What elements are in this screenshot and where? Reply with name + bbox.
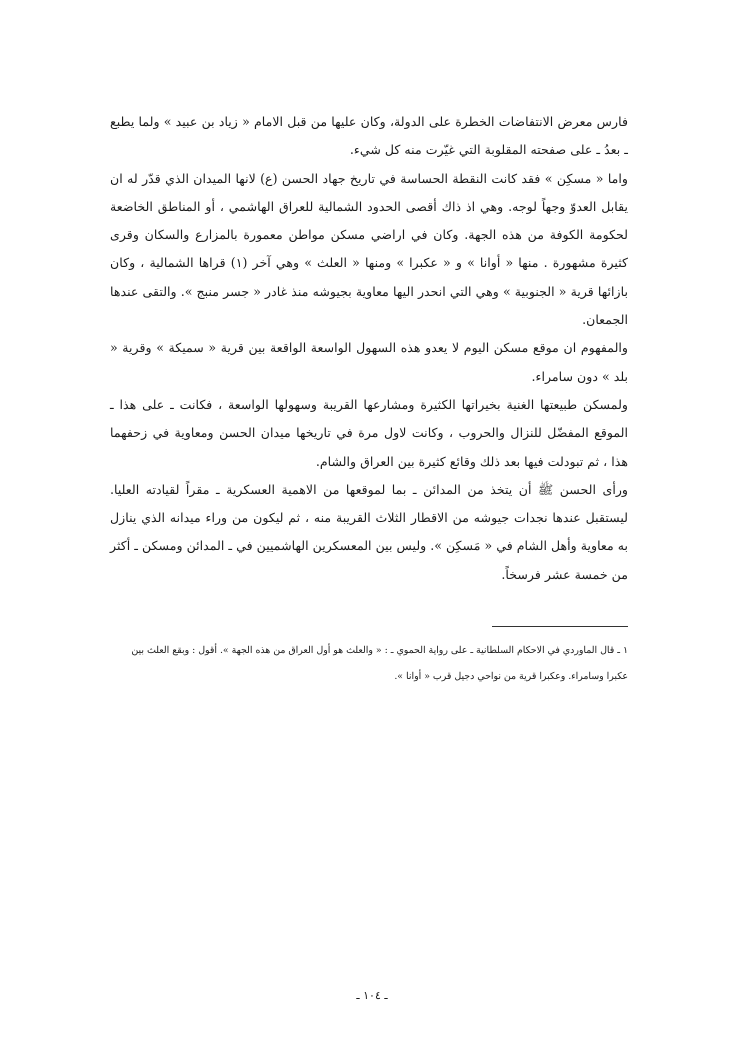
- footnote-separator: [492, 626, 628, 627]
- paragraph-2: واما « مسكِن » فقد كانت النقطة الحساسة في تاريخ جهاد الحسن (ع) لانها الميدان الذي قدّر له ان يقابل العدوّ وجهاً لوجه. وهي اذ ذاك أقصى الحدود الشمالية للعراق الهاشمي ، أو المناطق الخاضعة لحكومة الكوفة من هذه الجهة. وكان في اراضي مسكن مواطن معمورة بالمزارع والسكان وقرى كثيرة مشهورة . منها « أوانا » و « عكبرا » ومنها « العلث » وهي آخر (١) قراها الشمالية ، وكان بازائها قرية « الجنوبية » وهي التي انحدر اليها معاوية بجيوشه منذ غادر « جسر منبج ». والتقى عندها الجمعان.: [110, 170, 629, 328]
- paragraph-1: فارس معرض الانتفاضات الخطرة على الدولة، وكان عليها من قبل الامام « زياد بن عبيد » ولما يطبع ـ بعدُ ـ على صفحته المقلوبة التي غيّرت منه كل شيء.: [110, 114, 628, 158]
- paragraph-3: والمفهوم ان موقع مسكن اليوم لا يعدو هذه السهول الواسعة الواقعة بين قرية « سميكة » وقرية « بلد » دون سامراء.: [110, 340, 628, 384]
- paragraph-4: ولمسكن طبيعتها الغنية بخيراتها الكثيرة ومشارعها القريبة وسهولها الواسعة ، فكانت ـ على هذا ـ الموقع المفضّل للنزال والحروب ، وكانت لاول مرة في تاريخها ميدان الحسن ومعاوية في زحفهما هذا ، ثم تبودلت فيها بعد ذلك وقائع كثيرة بين العراق والشام.: [110, 396, 628, 469]
- main-text: [110, 108, 628, 589]
- paragraph-5: ورأى الحسن ﷺ أن يتخذ من المدائن ـ بما لموقعها من الاهمية العسكرية ـ مقراً لقيادته العليا. ليستقبل عندها نجدات جيوشه من الاقطار الثلاث القريبة منه ، ثم ليكون من وراء ميدانه الذي ينازل به معاوية وأهل الشام في « مَسكِن ». وليس بين المعسكرين الهاشميين في ـ المدائن ومسكن ـ أكثر من خمسة عشر فرسخاً.: [110, 481, 628, 582]
- page-number: ـ ١٠٤ ـ: [356, 989, 388, 1002]
- footnote-1: ١ ـ قال الماوردي في الاحكام السلطانية ـ على رواية الحموي ـ : « والعلث هو أول العراق من هذه الجهة ». أقول : وبقع العلث بين عكبرا وسامراء. وعكبرا قرية من نواحي دجيل قرب « أوانا ».: [131, 645, 628, 682]
- footnotes: [110, 638, 628, 690]
